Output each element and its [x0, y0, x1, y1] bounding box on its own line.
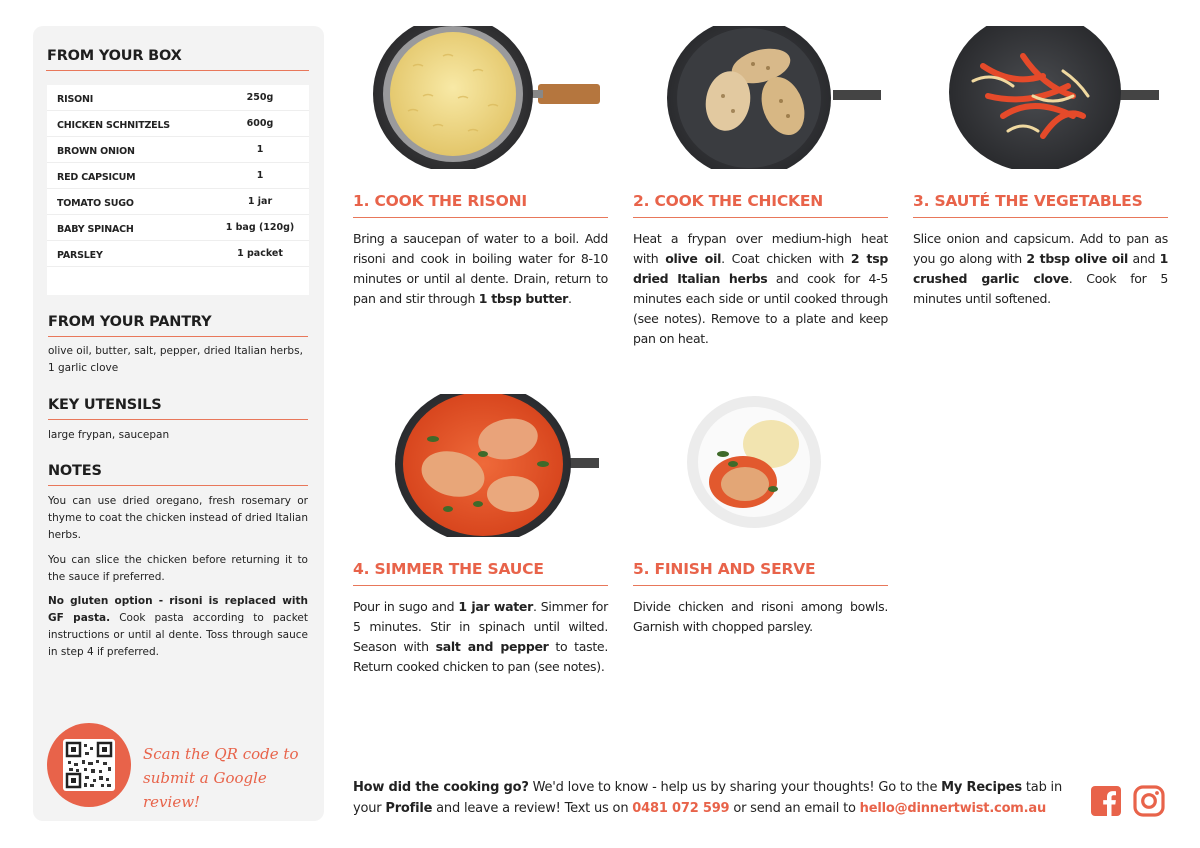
footer-review-text [353, 777, 1083, 819]
ingredient-name: PARSLEY [57, 250, 103, 261]
step-title: 2. COOK THE CHICKEN [633, 192, 823, 210]
from-box-title: FROM YOUR BOX [47, 48, 182, 64]
step-text-part: . [568, 291, 572, 306]
step-text-part: Bring a saucepan of water to a boil. Add risoni and cook in boiling water for 8-10 minutes or until al dente. Drain, return to pan and stir through [353, 231, 608, 306]
utensils-text: large frypan, saucepan [48, 429, 170, 441]
pantry-title: FROM YOUR PANTRY [48, 314, 212, 330]
step-text-part: . Cook for 5 minutes until softened. [913, 271, 1168, 306]
qr-caption [143, 742, 313, 814]
note-rest: Cook pasta according to packet instructions or until al dente. Toss through sauce in step 4 if preferred. [48, 612, 308, 658]
step-text-bold: 2 tbsp olive oil [1026, 251, 1129, 266]
notes-divider [48, 485, 308, 486]
step-title: 3. SAUTÉ THE VEGETABLES [913, 192, 1143, 210]
table-row [47, 189, 309, 215]
step-text [633, 229, 888, 349]
step-text-part: Pour in sugo and [353, 599, 459, 614]
step-divider [633, 217, 888, 218]
footer-text-part: tab in your [353, 780, 1062, 816]
ingredient-qty: 1 [256, 170, 264, 181]
served-bowl-image [633, 394, 888, 537]
table-row [47, 215, 309, 241]
step-text-bold: 2 tsp dried Italian herbs [633, 251, 889, 286]
qr-caption-line: submit a Google review! [143, 769, 267, 811]
ingredient-qty: 1 bag (120g) [225, 222, 295, 233]
step-text-bold: olive oil [665, 251, 722, 266]
ingredient-name: BROWN ONION [57, 146, 135, 157]
table-row [47, 137, 309, 163]
note-bold: No gluten option - risoni is replaced with GF pasta. [48, 595, 308, 624]
step-divider [633, 585, 888, 586]
step-text-bold: 1 crushed garlic clove [913, 251, 1168, 286]
step-text-bold: 1 jar water [458, 599, 533, 614]
step-title: 5. FINISH AND SERVE [633, 560, 816, 578]
from-box-divider [46, 70, 309, 71]
ingredient-name: RED CAPSICUM [57, 172, 136, 183]
step-text [353, 597, 608, 677]
ingredient-name: TOMATO SUGO [57, 198, 134, 209]
qr-badge [47, 723, 131, 807]
footer-text-part: or send an email to [729, 801, 860, 816]
email-link[interactable]: hello@dinnertwist.com.au [859, 801, 1047, 816]
footer-text-part: We'd love to know - help us by sharing your thoughts! Go to the [528, 780, 942, 795]
ingredient-name: BABY SPINACH [57, 224, 134, 235]
step-text-bold: salt and pepper [435, 639, 549, 654]
step-text-part: and cook for 4-5 minutes each side or until cooked through (see notes). Remove to a plate and keep pan on heat. [633, 271, 888, 346]
ingredient-qty: 1 jar [247, 196, 273, 207]
vegetables-pan-image [913, 26, 1168, 169]
ingredient-qty: 1 packet [237, 248, 283, 259]
risoni-pot-image [353, 26, 608, 169]
step-divider [913, 217, 1168, 218]
table-row [47, 241, 309, 267]
sidebar [33, 26, 324, 821]
footer-text-part: and leave a review! Text us on [432, 801, 633, 816]
step-text-part: Heat a frypan over medium-high heat with [633, 231, 888, 266]
ingredient-name: CHICKEN SCHNITZELS [57, 120, 170, 131]
step-divider [353, 217, 608, 218]
notes-title: NOTES [48, 463, 102, 479]
step-text-part: and [1128, 251, 1160, 266]
ingredient-name: RISONI [57, 94, 94, 105]
instagram-icon[interactable] [1133, 785, 1165, 817]
footer-question: How did the cooking go? [353, 780, 529, 795]
pantry-text: olive oil, butter, salt, pepper, dried Italian herbs, 1 garlic clove [48, 345, 303, 374]
table-row [47, 163, 309, 189]
step-title: 1. COOK THE RISONI [353, 192, 527, 210]
step-text [353, 229, 608, 309]
ingredients-table [47, 85, 309, 295]
note-text: You can slice the chicken before returning it to the sauce if preferred. [48, 554, 308, 583]
step-text-part: to taste. Return cooked chicken to pan (see notes). [353, 639, 608, 674]
ingredient-qty: 1 [256, 144, 264, 155]
step-text-part: Slice onion and capsicum. Add to pan as you go along with [913, 231, 1168, 266]
sauce-pan-image [353, 394, 608, 537]
step-text-part: . Simmer for 5 minutes. Stir in spinach until wilted. Season with [353, 599, 608, 654]
table-row [47, 111, 309, 137]
qr-code-icon[interactable] [63, 739, 115, 791]
utensils-title: KEY UTENSILS [48, 397, 162, 413]
table-row [47, 85, 309, 111]
pantry-divider [48, 336, 308, 337]
ingredient-qty: 600g [246, 118, 274, 129]
ingredient-qty: 250g [246, 92, 274, 103]
step-text: Divide chicken and risoni among bowls. Garnish with chopped parsley. [633, 599, 888, 634]
utensils-divider [48, 419, 308, 420]
footer-profile: Profile [385, 801, 433, 816]
facebook-icon[interactable] [1090, 785, 1122, 817]
step-text [913, 229, 1168, 309]
chicken-pan-image [633, 26, 888, 169]
step-title: 4. SIMMER THE SAUCE [353, 560, 544, 578]
footer-my-recipes: My Recipes [941, 780, 1022, 795]
note-text: You can use dried oregano, fresh rosemary or thyme to coat the chicken instead of dried Italian herbs. [48, 495, 308, 541]
step-text-part: . Coat chicken with [721, 251, 851, 266]
qr-caption-line: Scan the QR code to [143, 745, 299, 763]
note-text [48, 593, 308, 661]
step-divider [353, 585, 608, 586]
phone-link[interactable]: 0481 072 599 [632, 801, 730, 816]
step-text-bold: 1 tbsp butter [478, 291, 569, 306]
